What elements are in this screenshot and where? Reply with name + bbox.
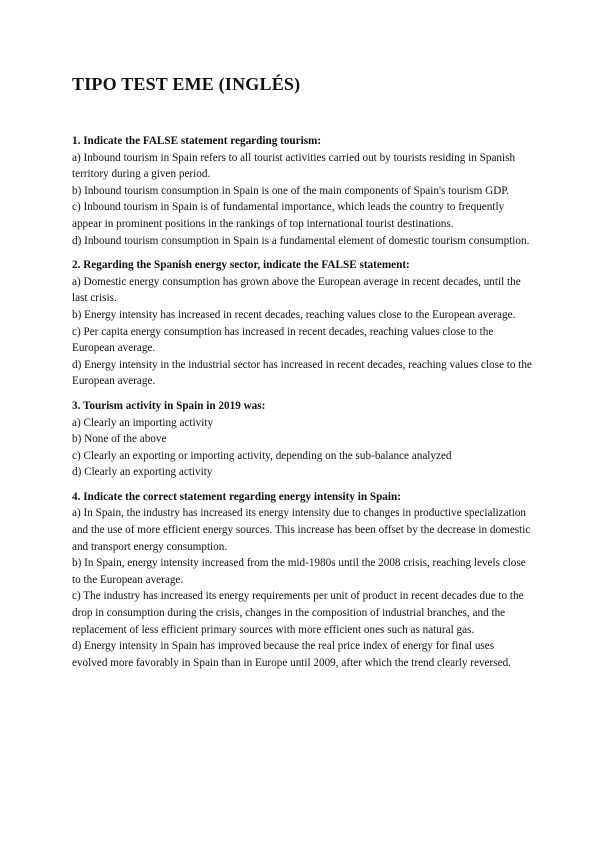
question-2 — [72, 257, 532, 390]
option-b: b) In Spain, energy intensity increased from the mid-1980s until the 2008 crisis, reaching levels close to the European average. — [72, 557, 526, 586]
question-text: 1. Indicate the FALSE statement regarding tourism: — [72, 135, 322, 147]
question-list — [72, 133, 532, 679]
option-a: a) Domestic energy consumption has grown above the European average in recent decades, until the last crisis. — [72, 275, 521, 305]
question-3 — [72, 398, 532, 481]
option-c: c) The industry has increased its energy requirements per unit of product in recent decades due to the drop in consumption during the crisis, changes in the composition of industrial branches, and the replacement of less efficient primary sources with more efficient ones such as natural gas. — [72, 590, 524, 636]
option-d: d) Energy intensity in Spain has improved because the real price index of energy for final uses evolved more favorably in Spain than in Europe until 2009, after which the trend clearly reversed. — [72, 640, 511, 669]
option-a: a) Clearly an importing activity — [72, 416, 214, 429]
option-d: d) Inbound tourism consumption in Spain is a fundamental element of domestic tourism consumption. — [72, 234, 530, 247]
option-b: b) None of the above — [72, 433, 167, 446]
option-c: c) Per capita energy consumption has increased in recent decades, reaching values close to the European average. — [72, 325, 494, 355]
option-b: b) Inbound tourism consumption in Spain is one of the main components of Spain's tourism GDP. — [72, 184, 510, 197]
question-4 — [72, 489, 532, 672]
question-text: 2. Regarding the Spanish energy sector, indicate the FALSE statement: — [72, 259, 410, 272]
page-title: TIPO TEST EME (INGLÉS) — [72, 74, 301, 94]
option-a: a) Inbound tourism in Spain refers to all tourist activities carried out by tourists residing in Spanish territory during a given period. — [72, 151, 516, 181]
option-a: a) In Spain, the industry has increased its energy intensity due to changes in productive specialization and the use of more efficient energy sources. This increase has been offset by the decrease in domestic and transport energy consumption. — [72, 507, 531, 553]
option-d: d) Energy intensity in the industrial sector has increased in recent decades, reaching values close to the European average. — [72, 358, 532, 388]
option-c: c) Clearly an exporting or importing activity, depending on the sub-balance analyzed — [72, 449, 452, 462]
option-d: d) Clearly an exporting activity — [72, 466, 213, 479]
question-text: 3. Tourism activity in Spain in 2019 was: — [72, 399, 266, 412]
question-1 — [72, 133, 532, 249]
question-text: 4. Indicate the correct statement regarding energy intensity in Spain: — [72, 490, 401, 503]
option-b: b) Energy intensity has increased in recent decades, reaching values close to the European average. — [72, 308, 516, 321]
option-c: c) Inbound tourism in Spain is of fundamental importance, which leads the country to frequently appear in prominent positions in the rankings of top international tourist destinations. — [72, 201, 505, 230]
